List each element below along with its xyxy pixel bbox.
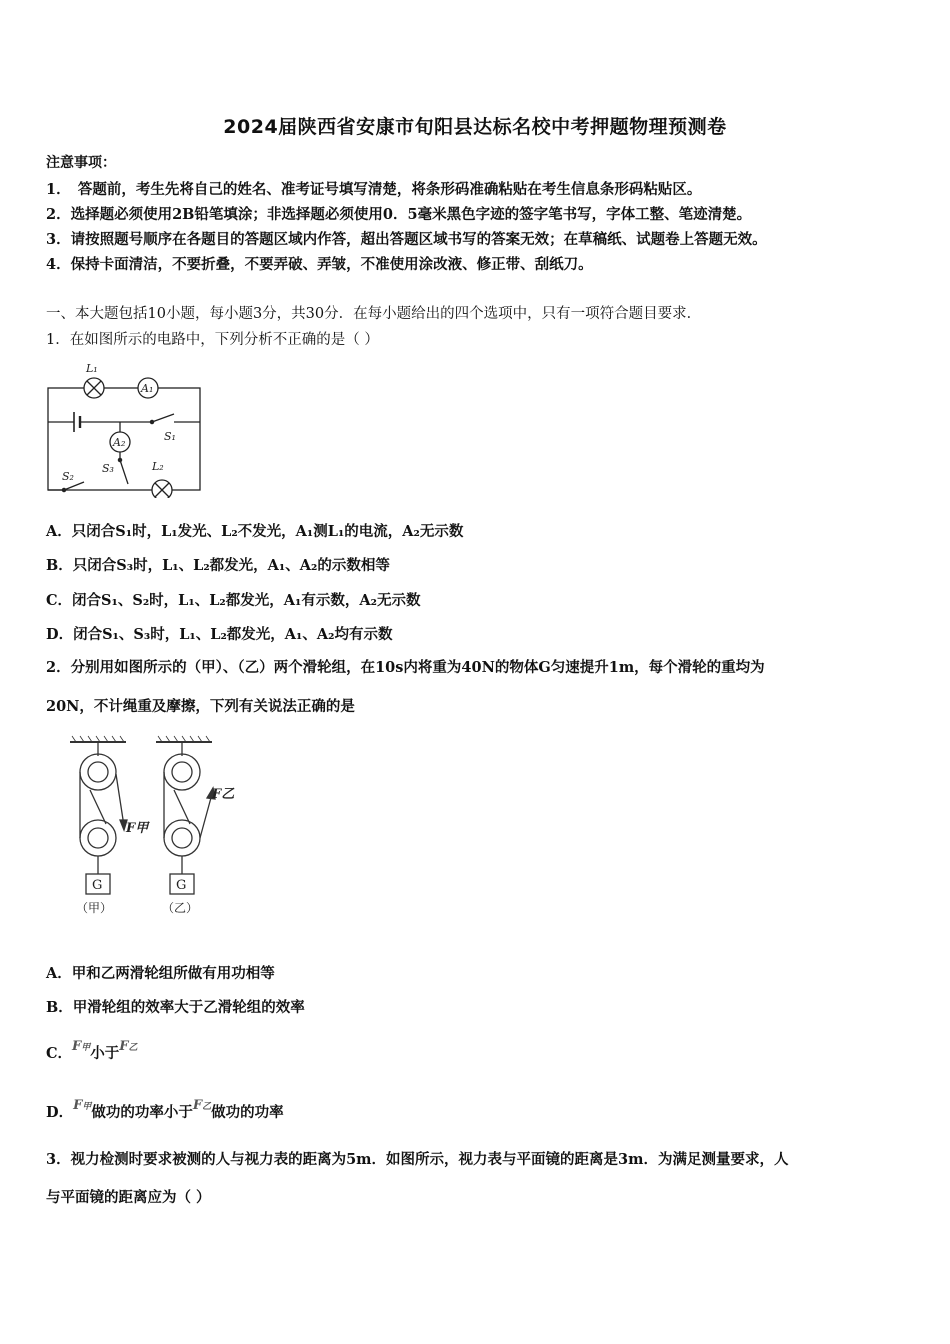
- pulley-yi-movable: [164, 820, 200, 856]
- label-l1: L₁: [86, 362, 98, 375]
- q2-d-text2: 做功的功率: [211, 1104, 284, 1121]
- q1-stem: 1．在如图所示的电路中，下列分析不正确的是（ ）: [46, 332, 379, 348]
- q1-option-d: D．闭合S₁、S₃时，L₁、L₂都发光，A₁、A₂均有示数: [46, 626, 393, 643]
- label-s1: S₁: [164, 430, 176, 443]
- pulley-yi-fixed: [164, 754, 200, 790]
- q2-option-a: A．甲和乙两滑轮组所做有用功相等: [46, 965, 275, 982]
- q1-option-c: C．闭合S₁、S₂时，L₁、L₂都发光，A₁有示数，A₂无示数: [46, 592, 421, 609]
- label-yi: （乙）: [162, 901, 199, 915]
- switch-s3: [120, 460, 128, 484]
- pulley-jia-movable: [80, 820, 116, 856]
- q2-c-text: 小于: [90, 1045, 120, 1062]
- notice-item-1: 1． 答题前，考生先将自己的姓名、准考证号填写清楚，将条形码准确粘贴在考生信息条形码粘贴区。: [46, 181, 702, 198]
- label-l2: L₂: [152, 460, 164, 473]
- label-jia: （甲）: [76, 901, 113, 915]
- f-jia-symbol-d: F甲: [73, 1098, 92, 1113]
- pulley-diagram: [60, 734, 260, 924]
- label-s3: S₃: [102, 462, 114, 475]
- switch-s2: [64, 482, 84, 490]
- label-g-yi: G: [176, 878, 187, 893]
- label-g-jia: G: [92, 878, 103, 893]
- label-a1: A₁: [141, 382, 154, 395]
- lamp-l2: [152, 480, 172, 498]
- notice-heading: 注意事项：: [46, 155, 116, 171]
- notice-item-4: 4．保持卡面清洁，不要折叠，不要弄破、弄皱，不准使用涂改液、修正带、刮纸刀。: [46, 256, 593, 273]
- page-title: 2024届陕西省安康市旬阳县达标名校中考押题物理预测卷: [223, 116, 727, 138]
- q2-c-prefix: C．: [46, 1045, 73, 1062]
- q2-option-b: B．甲滑轮组的效率大于乙滑轮组的效率: [46, 999, 305, 1016]
- notice-item-2: 2．选择题必须使用2B铅笔填涂；非选择题必须使用0．5毫米黑色字迹的签字笔书写，字体工整、笔迹清楚。: [46, 206, 752, 223]
- label-a2: A₂: [113, 436, 126, 449]
- section-heading: 一、本大题包括10小题，每小题3分，共30分．在每小题给出的四个选项中，只有一项符合题目要求．: [46, 306, 702, 322]
- q2-option-c: [46, 1039, 138, 1063]
- notice-item-3: 3．请按照题号顺序在各题目的答题区域内作答，超出答题区域书写的答案无效；在草稿纸、试题卷上答题无效。: [46, 231, 767, 248]
- circuit-diagram: [44, 356, 206, 498]
- label-s2: S₂: [62, 470, 74, 483]
- f-yi-symbol-d: F乙: [192, 1098, 212, 1113]
- q1-option-a: A．只闭合S₁时，L₁发光、L₂不发光，A₁测L₁的电流，A₂无示数: [46, 523, 464, 540]
- q1-option-b: B．只闭合S₃时，L₁、L₂都发光，A₁、A₂的示数相等: [46, 557, 390, 574]
- switch-s1: [152, 414, 174, 422]
- q2-stem-line2: 20N，不计绳重及摩擦，下列有关说法正确的是: [46, 698, 355, 715]
- label-f-jia: F甲: [126, 821, 149, 836]
- q2-d-text1: 做功的功率小于: [91, 1104, 193, 1121]
- q2-stem-line1: 2．分别用如图所示的（甲）、（乙）两个滑轮组，在10s内将重为40N的物体G匀速提升1m，每个滑轮的重均为: [46, 659, 765, 676]
- label-f-yi: F乙: [212, 787, 235, 802]
- q3-stem-line1: 3．视力检测时要求被测的人与视力表的距离为5m．如图所示，视力表与平面镜的距离是3m．为满足测量要求，人: [46, 1151, 789, 1168]
- q2-option-d: [46, 1098, 284, 1122]
- pulley-jia-fixed: [80, 754, 116, 790]
- f-yi-symbol: F乙: [119, 1039, 138, 1054]
- q3-stem-line2: 与平面镜的距离应为（ ）: [46, 1189, 211, 1206]
- f-jia-symbol: F甲: [72, 1039, 91, 1054]
- q2-d-prefix: D．: [46, 1104, 74, 1121]
